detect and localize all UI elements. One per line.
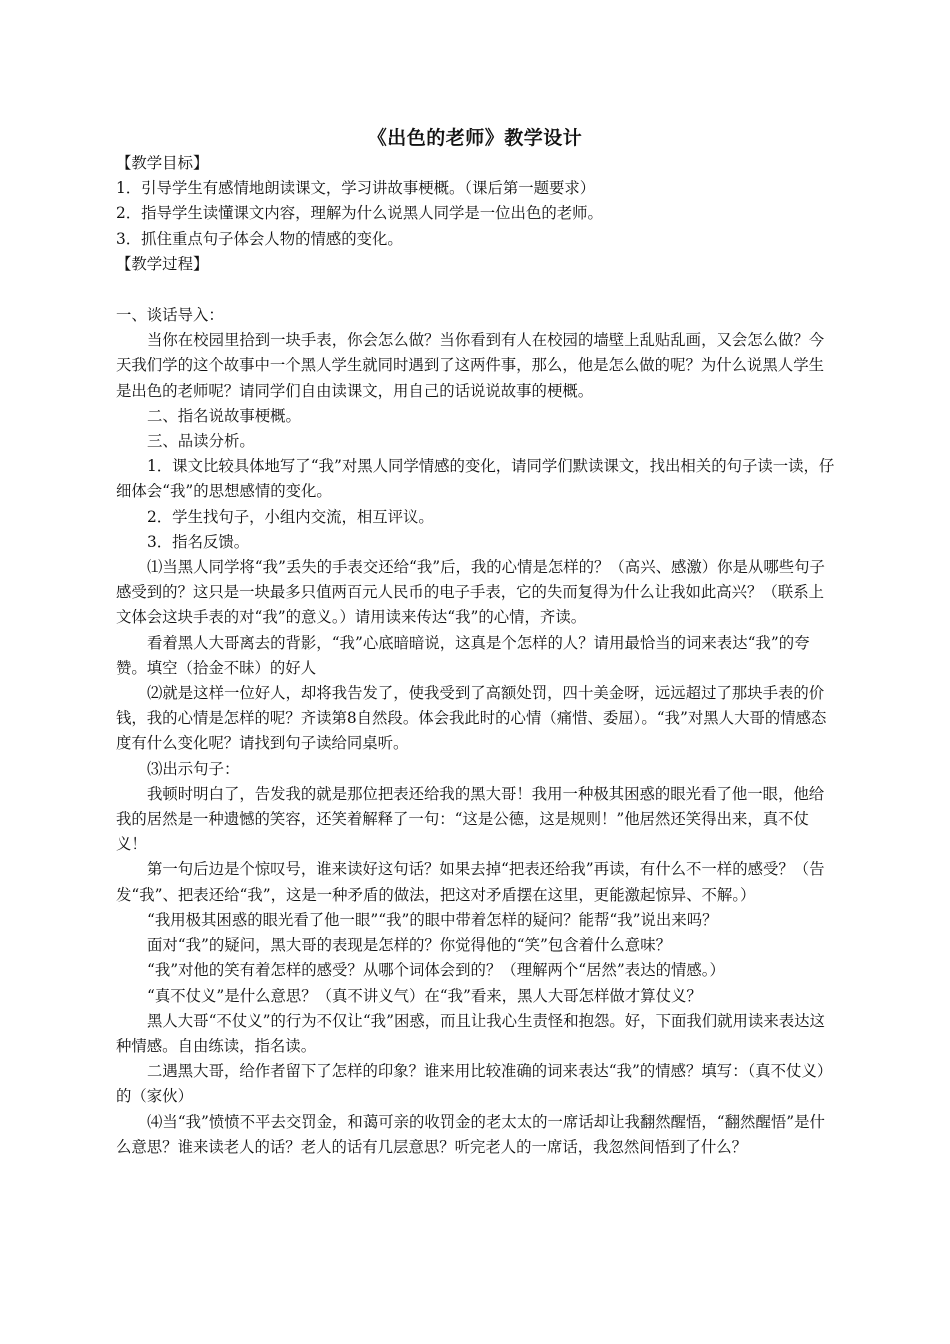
paragraph: 黑人大哥“不仗义”的行为不仅让“我”困惑，而且让我心生责怪和抱怨。好，下面我们就用读来表达这种情感。自由练读，指名读。 bbox=[116, 1011, 825, 1055]
paragraph: 我顿时明白了，告发我的就是那位把表还给我的黑大哥！我用一种极其困惑的眼光看了他一眼，他给我的居然是一种遗憾的笑容，还笑着解释了一句：“这是公德，这是规则！”他居然还笑得出来，真不仗义！ bbox=[116, 784, 825, 854]
paragraph: ⑷当“我”愤愤不平去交罚金，和蔼可亲的收罚金的老太太的一席话却让我翻然醒悟，“翻然醒悟”是什么意思？谁来读老人的话？老人的话有几层意思？听完老人的一席话，我忽然间悟到了什么？ bbox=[116, 1112, 825, 1156]
document-body bbox=[116, 151, 836, 1160]
paragraph: 当你在校园里拾到一块手表，你会怎么做？当你看到有人在校园的墙壁上乱贴乱画，又会怎么做？今天我们学的这个故事中一个黑人学生就同时遇到了这两件事，那么，他是怎么做的呢？为什么说黑人学生是出色的老师呢？请同学们自由读课文，用自己的话说说故事的梗概。 bbox=[116, 331, 825, 400]
paragraph: “我用极其困惑的眼光看了他一眼”“我”的眼中带着怎样的疑问？能帮“我”说出来吗？ bbox=[147, 910, 718, 929]
paragraph: 二、指名说故事梗概。 bbox=[147, 406, 301, 425]
goal-item: 1．引导学生有感情地朗读课文，学习讲故事梗概。（课后第一题要求） bbox=[116, 179, 596, 198]
goal-item: 2．指导学生读懂课文内容，理解为什么说黑人同学是一位出色的老师。 bbox=[116, 204, 603, 223]
heading-teaching-process: 【教学过程】 bbox=[116, 254, 209, 273]
paragraph: ⑶出示句子： bbox=[147, 759, 240, 778]
paragraph: ⑵就是这样一位好人，却将我告发了，使我受到了高额处罚，四十美金呀，远远超过了那块手表的价钱，我的心情是怎样的呢？齐读第8自然段。体会我此时的心情（痛惜、委屈）。“我”对黑人大哥的情感态度有什么变化呢？请找到句子读给同桌听。 bbox=[116, 684, 827, 753]
paragraph: 面对“我”的疑问，黑大哥的表现是怎样的？你觉得他的“笑”包含着什么意味？ bbox=[147, 936, 671, 955]
paragraph: “真不仗义”是什么意思？（真不讲义气）在“我”看来，黑人大哥怎样做才算仗义？ bbox=[147, 986, 702, 1005]
paragraph: 3．指名反馈。 bbox=[147, 532, 250, 551]
paragraph: 三、品读分析。 bbox=[147, 432, 255, 451]
paragraph: 二遇黑大哥，给作者留下了怎样的印象？谁来用比较准确的词来表达“我”的情感？填写：（真不仗义）的（家伙） bbox=[116, 1062, 833, 1106]
paragraph: “我”对他的笑有着怎样的感受？从哪个词体会到的？（理解两个“居然”表达的情感。） bbox=[147, 961, 725, 980]
document-title: 《出色的老师》教学设计 bbox=[367, 127, 583, 149]
paragraph: 2．学生找句子，小组内交流，相互评议。 bbox=[147, 507, 434, 526]
heading-teaching-goals: 【教学目标】 bbox=[116, 154, 209, 172]
spacer bbox=[116, 277, 836, 303]
section-heading: 一、谈话导入： bbox=[116, 306, 224, 325]
paragraph: 第一句后边是个惊叹号，谁来读好这句话？如果去掉“把表还给我”再读，有什么不一样的感受？（告发“我”、把表还给“我”，这是一种矛盾的做法，把这对矛盾摆在这里，更能激起惊异、不解。） bbox=[116, 860, 825, 904]
paragraph: 1．课文比较具体地写了“我”对黑人同学情感的变化，请同学们默读课文，找出相关的句子读一读，仔细体会“我”的思想感情的变化。 bbox=[116, 457, 835, 501]
paragraph: 看着黑人大哥离去的背影，“我”心底暗暗说，这真是个怎样的人？请用最恰当的词来表达“我”的夸赞。填空（拾金不昧）的好人 bbox=[116, 633, 810, 677]
goal-item: 3．抓住重点句子体会人物的情感的变化。 bbox=[116, 229, 403, 248]
paragraph: ⑴当黑人同学将“我”丢失的手表交还给“我”后，我的心情是怎样的？（高兴、感激）你是从哪些句子感受到的？这只是一块最多只值两百元人民币的电子手表，它的失而复得为什么让我如此高兴？（联系上文体会这块手表的对“我”的意义。）请用读来传达“我”的心情，齐读。 bbox=[116, 558, 825, 627]
